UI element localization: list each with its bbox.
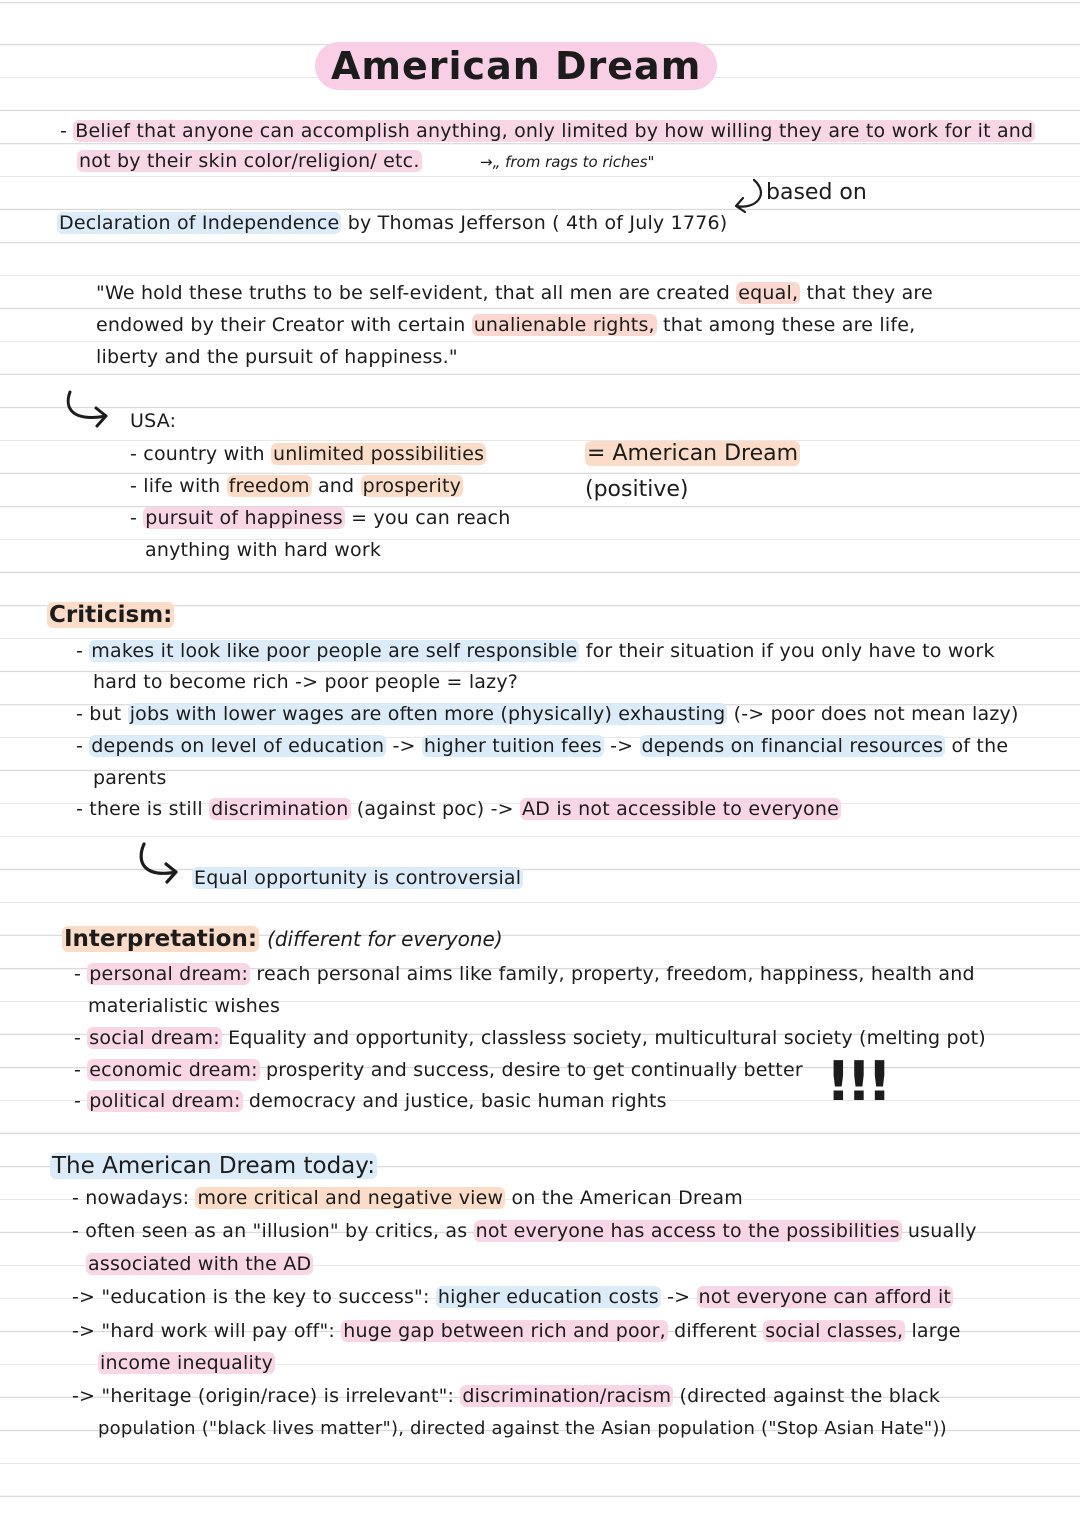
interpretation-heading: Interpretation: (different for everyone) <box>64 926 503 952</box>
quote-line-3: liberty and the pursuit of happiness." <box>96 346 458 368</box>
criticism-conclusion: Equal opportunity is controversial <box>194 867 522 889</box>
today-item-4: -> "hard work will pay off": huge gap between rich and poor, different social classes, large <box>72 1320 961 1342</box>
quote-line-2: endowed by their Creator with certain unalienable rights, that among these are life, <box>96 314 916 336</box>
today-item-2-cont: associated with the AD <box>88 1253 312 1275</box>
criticism-item-3: - depends on level of education -> higher tuition fees -> depends on financial resources of the <box>76 735 1009 757</box>
criticism-item-2: - but jobs with lower wages are often more (physically) exhausting (-> poor does not mean lazy) <box>76 703 1019 725</box>
today-item-1: - nowadays: more critical and negative view on the American Dream <box>72 1187 743 1209</box>
intro-line-1: - Belief that anyone can accomplish anything, only limited by how willing they are to work for it and <box>60 120 1034 142</box>
today-item-5-cont: population ("black lives matter"), directed against the Asian population ("Stop Asian Hate")) <box>98 1418 947 1439</box>
today-item-5: -> "heritage (origin/race) is irrelevant": discrimination/racism (directed against the black <box>72 1385 941 1407</box>
usa-equals: = American Dream <box>587 441 799 466</box>
page-title: American Dream <box>315 42 717 90</box>
usa-item-1: - country with unlimited possibilities <box>130 443 485 465</box>
usa-item-2: - life with freedom and prosperity <box>130 475 462 497</box>
quote-line-1: "We hold these truths to be self-evident, that all men are created equal, that they are <box>96 282 933 304</box>
usa-label: USA: <box>130 410 177 432</box>
intro-line-2: not by their skin color/religion/ etc. <box>79 150 420 172</box>
usa-item-3-cont: anything with hard work <box>145 539 382 561</box>
today-heading: The American Dream today: <box>52 1153 375 1179</box>
hook-arrow-icon <box>130 840 190 890</box>
based-on-note: based on <box>766 180 867 205</box>
criticism-item-3-cont: parents <box>93 767 167 789</box>
rags-note: →„ from rags to riches" <box>480 153 655 171</box>
interpretation-personal-cont: materialistic wishes <box>88 995 281 1017</box>
declaration-line: Declaration of Independence by Thomas Jefferson ( 4th of July 1776) <box>59 212 728 234</box>
criticism-heading: Criticism: <box>49 602 173 628</box>
interpretation-economic: - economic dream: prosperity and success, desire to get continually better <box>74 1059 803 1081</box>
interpretation-personal: - personal dream: reach personal aims like family, property, freedom, happiness, health and <box>74 963 975 985</box>
today-item-2: - often seen as an "illusion" by critics, as not everyone has access to the possibilities usually <box>72 1220 977 1242</box>
usa-positive: (positive) <box>585 477 689 502</box>
criticism-item-1: - makes it look like poor people are self responsible for their situation if you only have to work <box>76 640 995 662</box>
hook-arrow-icon <box>62 388 122 434</box>
criticism-item-4: - there is still discrimination (against poc) -> AD is not accessible to everyone <box>76 798 840 820</box>
curved-arrow-icon <box>728 176 764 216</box>
interpretation-political: - political dream: democracy and justice, basic human rights <box>74 1090 667 1112</box>
interpretation-social: - social dream: Equality and opportunity, classless society, multicultural society (melting pot) <box>74 1027 986 1049</box>
usa-item-3: - pursuit of happiness = you can reach <box>130 507 511 529</box>
criticism-item-1-cont: hard to become rich -> poor people = lazy? <box>93 671 519 693</box>
today-item-4-cont: income inequality <box>100 1352 274 1374</box>
exclamation-marks: !!! <box>826 1050 888 1113</box>
today-item-3: -> "education is the key to success": higher education costs -> not everyone can afford it <box>72 1286 952 1308</box>
